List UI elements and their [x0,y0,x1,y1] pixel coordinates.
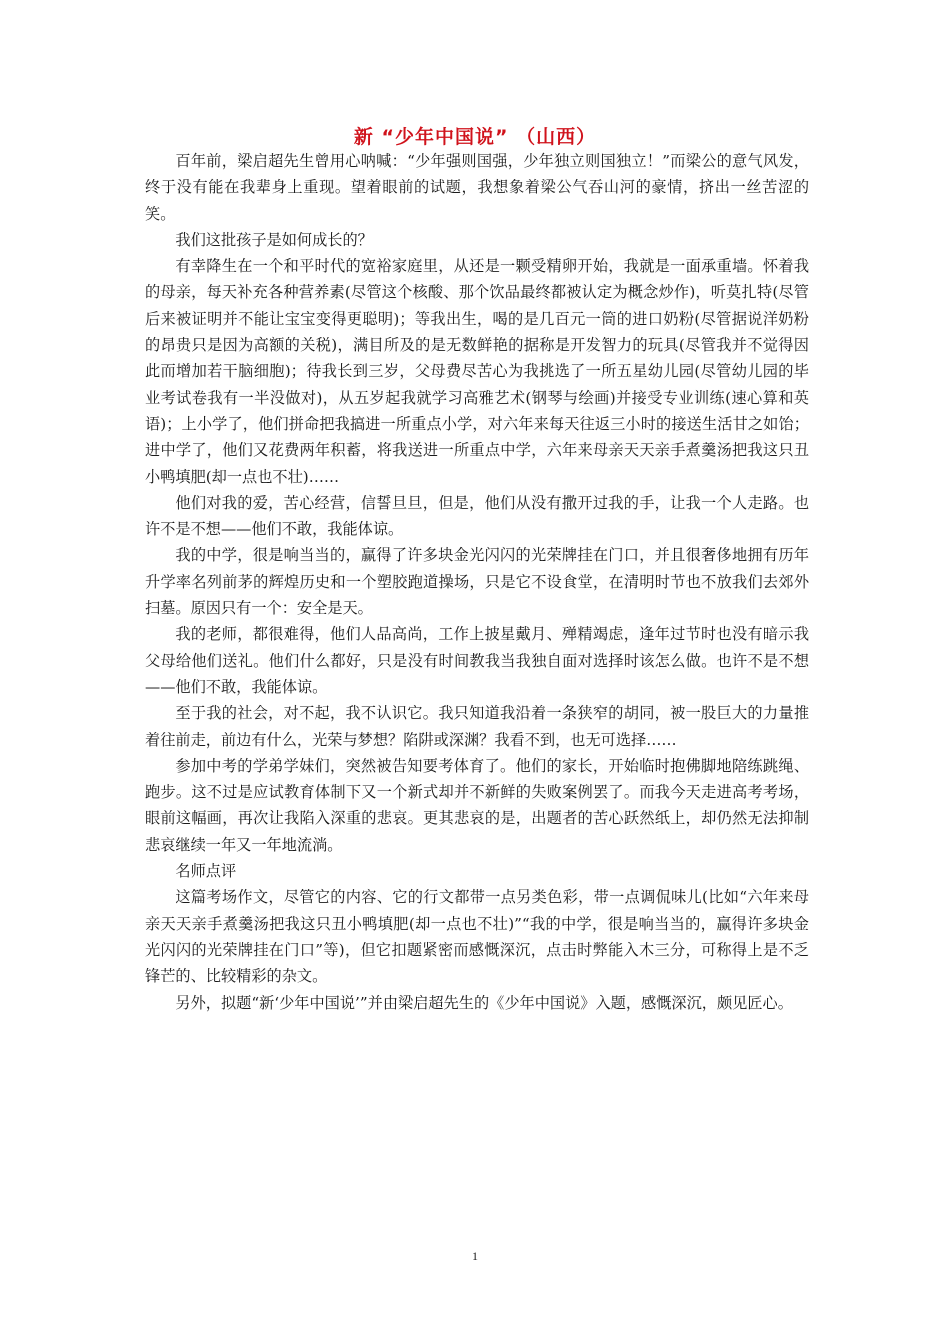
paragraph-commentary-title: 另外，拟题“新‘少年中国说’”并由梁启超先生的《少年中国说》入题，感慨深沉，颇见匠心。 [175,993,793,1012]
paragraph-question: 我们这批孩子是如何成长的？ [175,230,373,249]
document-body [145,148,809,1016]
paragraph-society: 至于我的社会，对不起，我不认识它。我只知道我沿着一条狭窄的胡同，被一股巨大的力量推着往前走，前边有什么，光荣与梦想？陷阱或深渊？我看不到，也无可选择…… [145,704,809,749]
paragraph-commentary-heading: 名师点评 [175,862,237,881]
paragraph-growing-up: 有幸降生在一个和平时代的宽裕家庭里，从还是一颗受精卵开始，我就是一面承重墙。怀着我的母亲，每天补充各种营养素(尽管这个核酸、那个饮品最终都被认定为概念炒作)，听莫扎特(尽管后来被证明并不能让宝宝变得更聪明)；等我出生，喝的是几百元一筒的进口奶粉(尽管据说洋奶粉的昂贵只是因为高额的关税)，满目所及的是无数鲜艳的据称是开发智力的玩具(尽管我并不觉得因此而增加若干脑细胞)；待我长到三岁，父母费尽苦心为我挑选了一所五星幼儿园(尽管幼儿园的毕业考试卷我有一半没做对)，从五岁起我就学习高雅艺术(钢琴与绘画)并接受专业训练(速心算和英语)；上小学了，他们拼命把我搞进一所重点小学，对六年来每天往返三小时的接送生活甘之如饴；进中学了，他们又花费两年积蓄，将我送进一所重点中学，六年来母亲天天亲手煮羹汤把我这只丑小鸭填肥(却一点也不壮)…… [145,257,809,486]
paragraph-commentary: 这篇考场作文，尽管它的内容、它的行文都带一点另类色彩，带一点调侃味儿(比如“六年来母亲天天亲手煮羹汤把我这只丑小鸭填肥(却一点也不壮)”“我的中学，很是响当当的，赢得许多块金光闪闪的光荣牌挂在门口”等)，但它扣题紧密而感慨深沉，点击时弊能入木三分，可称得上是不乏锋芒的、比较精彩的杂文。 [145,888,809,986]
paragraph-teachers: 我的老师，都很难得，他们人品高尚，工作上披星戴月、殚精竭虑，逢年过节时也没有暗示我父母给他们送礼。他们什么都好，只是没有时间教我当我独自面对选择时该怎么做。也许不是不想——他们不敢，我能体谅。 [145,625,809,696]
paragraph-exam: 参加中考的学弟学妹们，突然被告知要考体育了。他们的家长，开始临时抱佛脚地陪练跳绳、跑步。这不过是应试教育体制下又一个新式却并不新鲜的失败案例罢了。而我今天走进高考考场，眼前这幅画，再次让我陷入深重的悲哀。更其悲哀的是，出题者的苦心跃然纸上，却仍然无法抑制悲哀继续一年又一年地流淌。 [145,756,809,854]
document-title: 新 “少年中国说” （山西） [353,126,597,148]
paragraph-intro: 百年前，梁启超先生曾用心呐喊：“少年强则国强，少年独立则国独立！”而梁公的意气风发，终于没有能在我辈身上重现。望着眼前的试题，我想象着梁公气吞山河的豪情，挤出一丝苦涩的笑。 [145,152,809,223]
paragraph-parents-love: 他们对我的爱，苦心经营，信誓旦旦，但是，他们从没有撒开过我的手，让我一个人走路。也许不是不想——他们不敢，我能体谅。 [145,493,809,539]
page-number: 1 [472,1249,478,1263]
paragraph-school: 我的中学，很是响当当的，赢得了许多块金光闪闪的光荣牌挂在门口，并且很奢侈地拥有历年升学率名列前茅的辉煌历史和一个塑胶跑道操场，只是它不设食堂，在清明时节也不放我们去郊外扫墓。原因只有一个：安全是天。 [145,546,809,618]
